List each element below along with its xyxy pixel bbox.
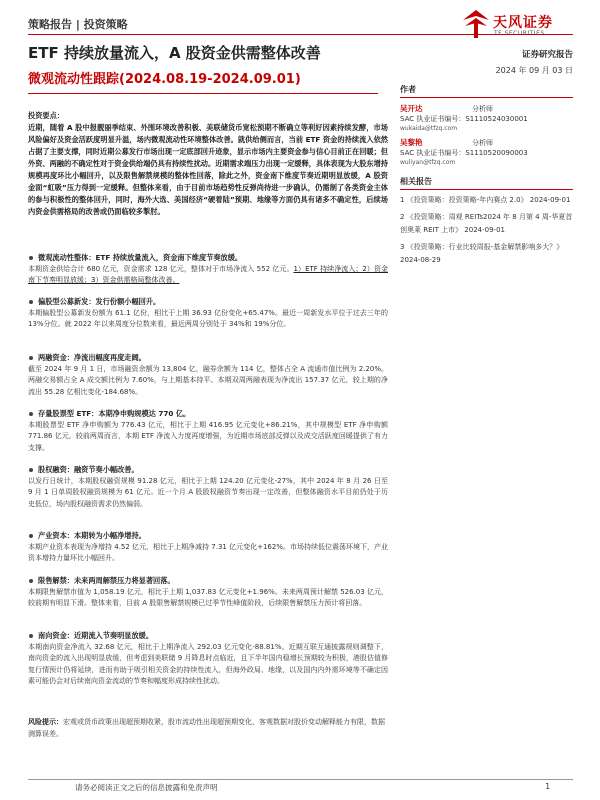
header-divider — [28, 34, 573, 35]
section-heading: 南向资金：近期流入节奏明显放缓。 — [28, 630, 388, 642]
section-body — [28, 264, 388, 287]
section-heading: 股权融资：融资节奏小幅改善。 — [28, 464, 388, 476]
section-body: 本期产业资本表现为净增持 4.52 亿元，相比于上期净减持 7.31 亿元变化+162%。市场持续低位震荡环境下，产业资本增持力量环比小幅回升。 — [28, 543, 388, 563]
logo-text-cn: 天风证券 — [493, 15, 553, 31]
page-number: 1 — [545, 782, 550, 791]
summary-block — [28, 110, 388, 218]
disclaimer-text: 请务必阅读正文之后的信息披露和免责声明 — [75, 783, 218, 792]
section-body: 本期南向资金净流入 32.68 亿元，相比于上期净流入 292.03 亿元变化-88.81%。近期互联互通披露规则调整下，南向资金的流入出现明显放缓，但考虑到美联储 9 月降息时点临近，且下半年国内稳增长预期较为积极，港股估值修复行情预计仍将延续，进而有助于吸引相关资金的持续性流入，但海外政局、地缘，以及国内内外需环境等不确定因素可能仍会对后续南向资金流动的节奏和幅度形成持续性扰动。 — [28, 643, 388, 686]
author-email[interactable]: wuliyan@tfzq.com — [400, 159, 456, 166]
section-fund-issuance — [28, 296, 388, 331]
doc-date: 2024 年 09 月 03 日 — [495, 66, 573, 75]
author-role: 分析师 — [472, 139, 493, 147]
report-header — [28, 10, 573, 40]
section-text: 本期资金供给合计 680 亿元，资金需求 128 亿元，整体对于市场净流入 552 亿元。 — [28, 265, 294, 273]
report-category: 策略报告 | 投资策略 — [28, 18, 128, 31]
section-heading: 产业资本：本期转为小幅净增持。 — [28, 530, 388, 542]
related-reports-panel — [400, 176, 573, 267]
risk-heading: 风险提示： — [28, 718, 63, 726]
section-body: 本期限售解禁市值为 1,058.19 亿元，相比于上期 1,037.83 亿元变化+1.96%。未来两周预计解禁 526.03 亿元，较前期有明显下滑。整体来看，目前 A 股限售解禁规模已过季节性峰值阶段，后续限售解禁压力预计将回落。 — [28, 588, 388, 608]
author-cert: SAC 执业证书编号：S1110520090003 — [400, 149, 528, 157]
author-name: 吴黎艳 — [400, 138, 423, 147]
section-heading: 偏股型公募新发：发行份额小幅回升。 — [28, 296, 388, 308]
risk-text: 宏观或货币政策出现超预期收紧，股市流动性出现超预期变化，客观数据对股价变动解释能力有限，数据测算误差。 — [28, 718, 385, 738]
authors-divider — [400, 97, 573, 98]
related-report-item[interactable]: 2 《投资策略：周观 REITs2024 年 8 月第 4 周-华夏首创奥莱 REIT 上市》 2024-09-01 — [400, 213, 573, 234]
related-divider — [400, 189, 573, 190]
section-body: 本期股票型 ETF 净申购额为 776.43 亿元，相比于上期 416.95 亿元变化+86.21%，其中规模型 ETF 净申购额 771.86 亿元，较前两周而言，本期 ETF 净流入力度再度增强，为近期市场底部反弹以及成交活跃度回暖提供了有力支撑。 — [28, 421, 388, 452]
section-liquidity — [28, 252, 388, 287]
section-etf — [28, 408, 388, 454]
risk-warning — [28, 716, 388, 740]
section-heading: 限售解禁：未来两周解禁压力将显著回落。 — [28, 575, 388, 587]
author-email[interactable]: wukaida@tfzq.com — [400, 125, 458, 132]
summary-heading: 投资要点： — [28, 111, 64, 120]
footer-divider — [28, 779, 573, 780]
authors-title: 作者 — [400, 85, 416, 94]
section-heading: 微观流动性整体：ETF 持续放量流入，资金南下维度节奏放缓。 — [28, 252, 388, 264]
section-lockup — [28, 575, 388, 610]
related-title: 相关报告 — [400, 177, 432, 186]
subtitle-divider — [28, 93, 378, 94]
doc-type: 证券研究报告 — [521, 50, 573, 60]
section-margin — [28, 352, 388, 398]
section-heading: 存量股票型 ETF：本期净申购规模达 770 亿。 — [28, 408, 388, 420]
section-southbound — [28, 630, 388, 688]
related-report-item[interactable]: 1 《投资策略：投资策略-年内赛点 2.0》 2024-09-01 — [400, 196, 571, 204]
section-industrial-capital — [28, 530, 388, 565]
author-entry — [400, 104, 573, 134]
author-role: 分析师 — [472, 105, 493, 113]
section-heading: 两融资金：净流出幅度再度走阔。 — [28, 352, 388, 364]
page-footer — [0, 782, 600, 796]
section-body: 截至 2024 年 9 月 1 日，市场融资余额为 13,804 亿，融券余额为 114 亿，整体占全 A 流通市值比例为 2.20%。两融交易额占全 A 成交额比例为 7.60%，与上期基本持平。本期双周两融表现为净流出 157.37 亿元，较上期的净流出 55.28 亿相比变化-184.68%。 — [28, 365, 388, 396]
author-name: 吴开达 — [400, 104, 423, 113]
logo-text-en: TF SECURITIES — [494, 30, 545, 37]
author-cert: SAC 执业证书编号：S1110524030001 — [400, 115, 528, 123]
related-report-item[interactable]: 3 《投资策略：行业比较周报-基金解禁影响多大？》 2024-08-29 — [400, 243, 564, 264]
section-emphasis: 1）ETF 持续净流入；2）资金南下节奏明显放缓；3）资金供需格局整体改善。 — [28, 265, 389, 285]
author-entry — [400, 138, 573, 168]
authors-panel — [400, 84, 573, 168]
section-body: 本期偏股型公募新发份额为 61.1 亿份，相比于上期 36.93 亿份变化+65.47%。最近一周新发水平位于过去三年的 13%分位。就 2022 年以来周度分位数来看，最近两周分别处于 34%和 19%分位。 — [28, 309, 388, 329]
report-subtitle: 微观流动性跟踪(2024.08.19-2024.09.01) — [28, 72, 301, 87]
brand-logo — [463, 10, 573, 42]
section-body: 以发行日统计，本期股权融资规模 91.28 亿元，相比于上期 124.20 亿元变化-27%，其中 2024 年 8 月 26 日至 9 月 1 日单周股权融资规模为 61 亿元。近一个月 A 股股权融资节奏出现一定改善，但整体融资水平目前仍处于历史低位，场内股权融资需求仍然偏弱。 — [28, 477, 388, 508]
section-equity-financing — [28, 464, 388, 510]
summary-text: 近期，随着 A 股中报靓丽季结束、外围环境改善积极、美联储货币宽松预期不断确立等利好因素持续发酵，市场风险偏好及资金活跃度明显升温，场内微观流动性环境整体改善。就供给侧而言，当前 ETF 资金的持续流入依然占据了主要支撑，同时近期公募发行市场出现一定底部回升迹象，显示市场内主要资金参与信心目前正在回暖；但外资、两融的不确定性对于资金供给端仍具有持续性扰动。近期需求端压力出现一定缓释，具体表现为大股东增持规模再度环比小幅回升，以及限售解禁规模的整体性回落，除此之外，资金南下维度节奏近期明显放缓，A 股资金面“虹吸”压力得到一定缓释。但整体来看，由于目前市场趋势性反弹尚待进一步确认，仍需制了各类资金主体的参与积极性的整体回升，同时，海外大选、美国经济“硬着陆”预期、地缘等方面仍具有诸多不确定性，后续场内资金供需格局的改善或仍面临较多掣肘。 — [28, 123, 388, 216]
report-title: ETF 持续放量流入，A 股资金供需整体改善 — [28, 44, 321, 62]
